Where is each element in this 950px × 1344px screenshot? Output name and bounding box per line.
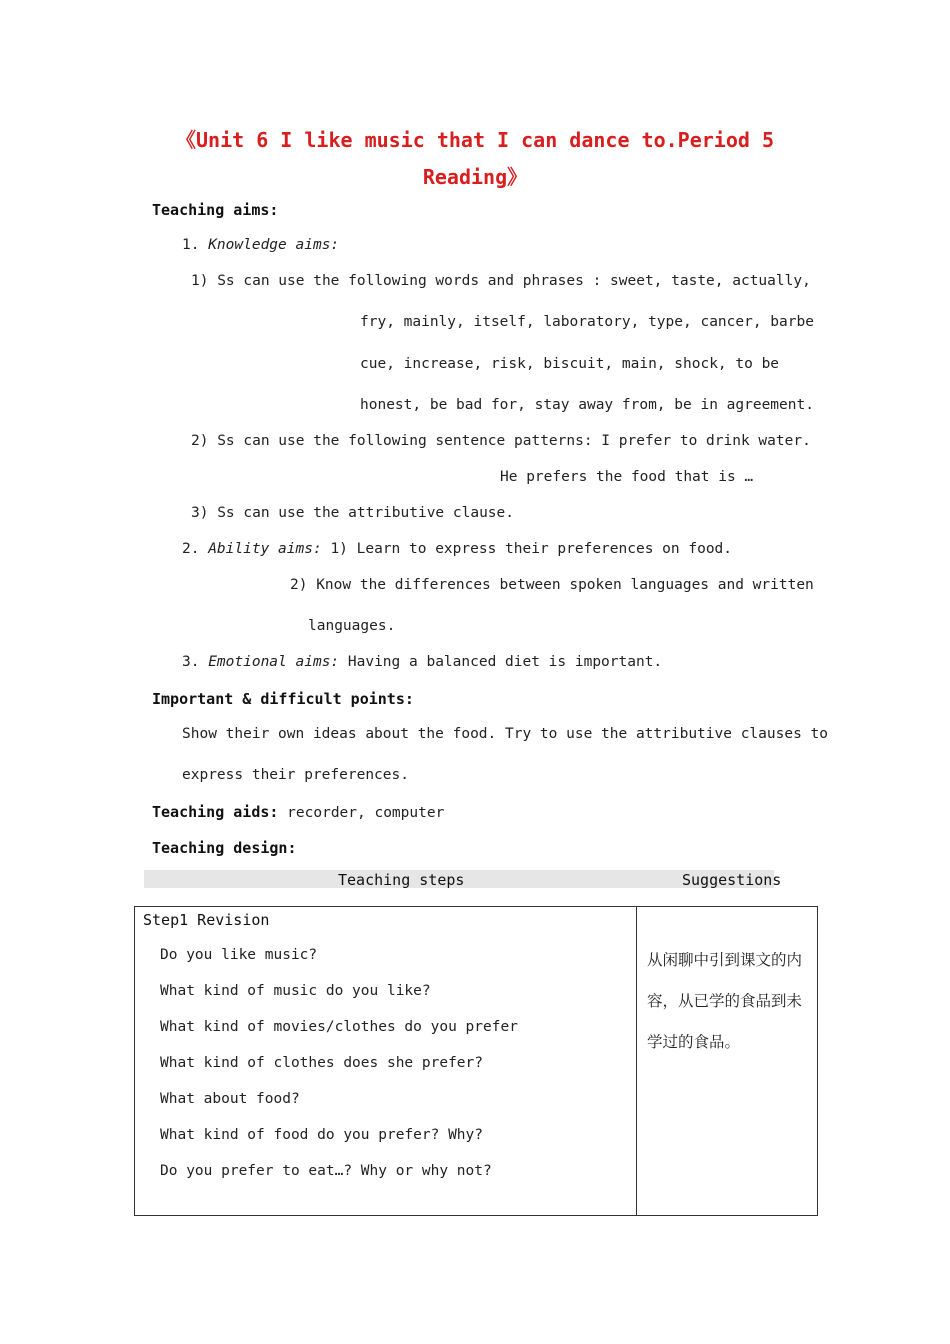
question-1: Do you like music? xyxy=(160,947,318,963)
important-points-line-2: express their preferences. xyxy=(182,767,409,783)
knowledge-aims-label: Knowledge aims: xyxy=(208,237,340,253)
ability-aims-row xyxy=(182,541,732,557)
knowledge-aims-number: 1. xyxy=(182,237,200,253)
knowledge-item-1-line-2: fry, mainly, itself, laboratory, type, cancer, barbe xyxy=(360,314,814,330)
ability-aims-number: 2. xyxy=(182,541,200,557)
step-title: Step1 Revision xyxy=(143,911,270,929)
question-6: What kind of food do you prefer? Why? xyxy=(160,1127,484,1143)
emotional-aims-text: Having a balanced diet is important. xyxy=(347,654,663,670)
question-2: What kind of music do you like? xyxy=(160,983,431,999)
column-header-suggestions: Suggestions xyxy=(682,871,782,889)
important-points-heading: Important & difficult points: xyxy=(152,690,414,708)
suggestion-text: 从闲聊中引到课文的内容，从已学的食品到未学过的食品。 xyxy=(647,951,803,1051)
knowledge-item-1-line-4: honest, be bad for, stay away from, be in agreement. xyxy=(360,397,814,413)
document-title-line-2: Reading》 xyxy=(422,165,528,189)
knowledge-aims-row xyxy=(182,237,339,253)
question-3: What kind of movies/clothes do you prefer xyxy=(160,1019,518,1035)
table-column-divider xyxy=(636,906,637,1216)
teaching-aids-value: recorder, computer xyxy=(287,805,445,821)
ability-aims-label: Ability aims: xyxy=(208,541,322,557)
teaching-aids-label: Teaching aids: xyxy=(152,803,279,821)
emotional-aims-label: Emotional aims: xyxy=(208,654,340,670)
knowledge-item-3: 3) Ss can use the attributive clause. xyxy=(191,505,515,521)
teaching-aims-heading: Teaching aims: xyxy=(152,201,279,219)
knowledge-item-2-line-1: 2) Ss can use the following sentence patterns: I prefer to drink water. xyxy=(191,433,811,449)
knowledge-item-1-line-1: 1) Ss can use the following words and phrases : sweet, taste, actually, xyxy=(191,273,811,289)
knowledge-item-1-line-3: cue, increase, risk, biscuit, main, shock, to be xyxy=(360,356,780,372)
document-title-line-1: 《Unit 6 I like music that I can dance to.Period 5 xyxy=(176,128,774,152)
ability-item-2-line-1: 2) Know the differences between spoken languages and written xyxy=(290,577,814,593)
knowledge-item-2-line-2: He prefers the food that is … xyxy=(500,469,754,485)
question-5: What about food? xyxy=(160,1091,300,1107)
important-points-line-1: Show their own ideas about the food. Try to use the attributive clauses to xyxy=(182,726,829,742)
emotional-aims-row xyxy=(182,654,662,670)
question-4: What kind of clothes does she prefer? xyxy=(160,1055,484,1071)
ability-item-2-line-2: languages. xyxy=(308,618,396,634)
ability-item-1: 1) Learn to express their preferences on food. xyxy=(330,541,733,557)
teaching-design-heading: Teaching design: xyxy=(152,839,297,857)
question-7: Do you prefer to eat…? Why or why not? xyxy=(160,1163,492,1179)
teaching-aids-row xyxy=(152,803,444,821)
emotional-aims-number: 3. xyxy=(182,654,200,670)
column-header-teaching-steps: Teaching steps xyxy=(338,871,465,889)
